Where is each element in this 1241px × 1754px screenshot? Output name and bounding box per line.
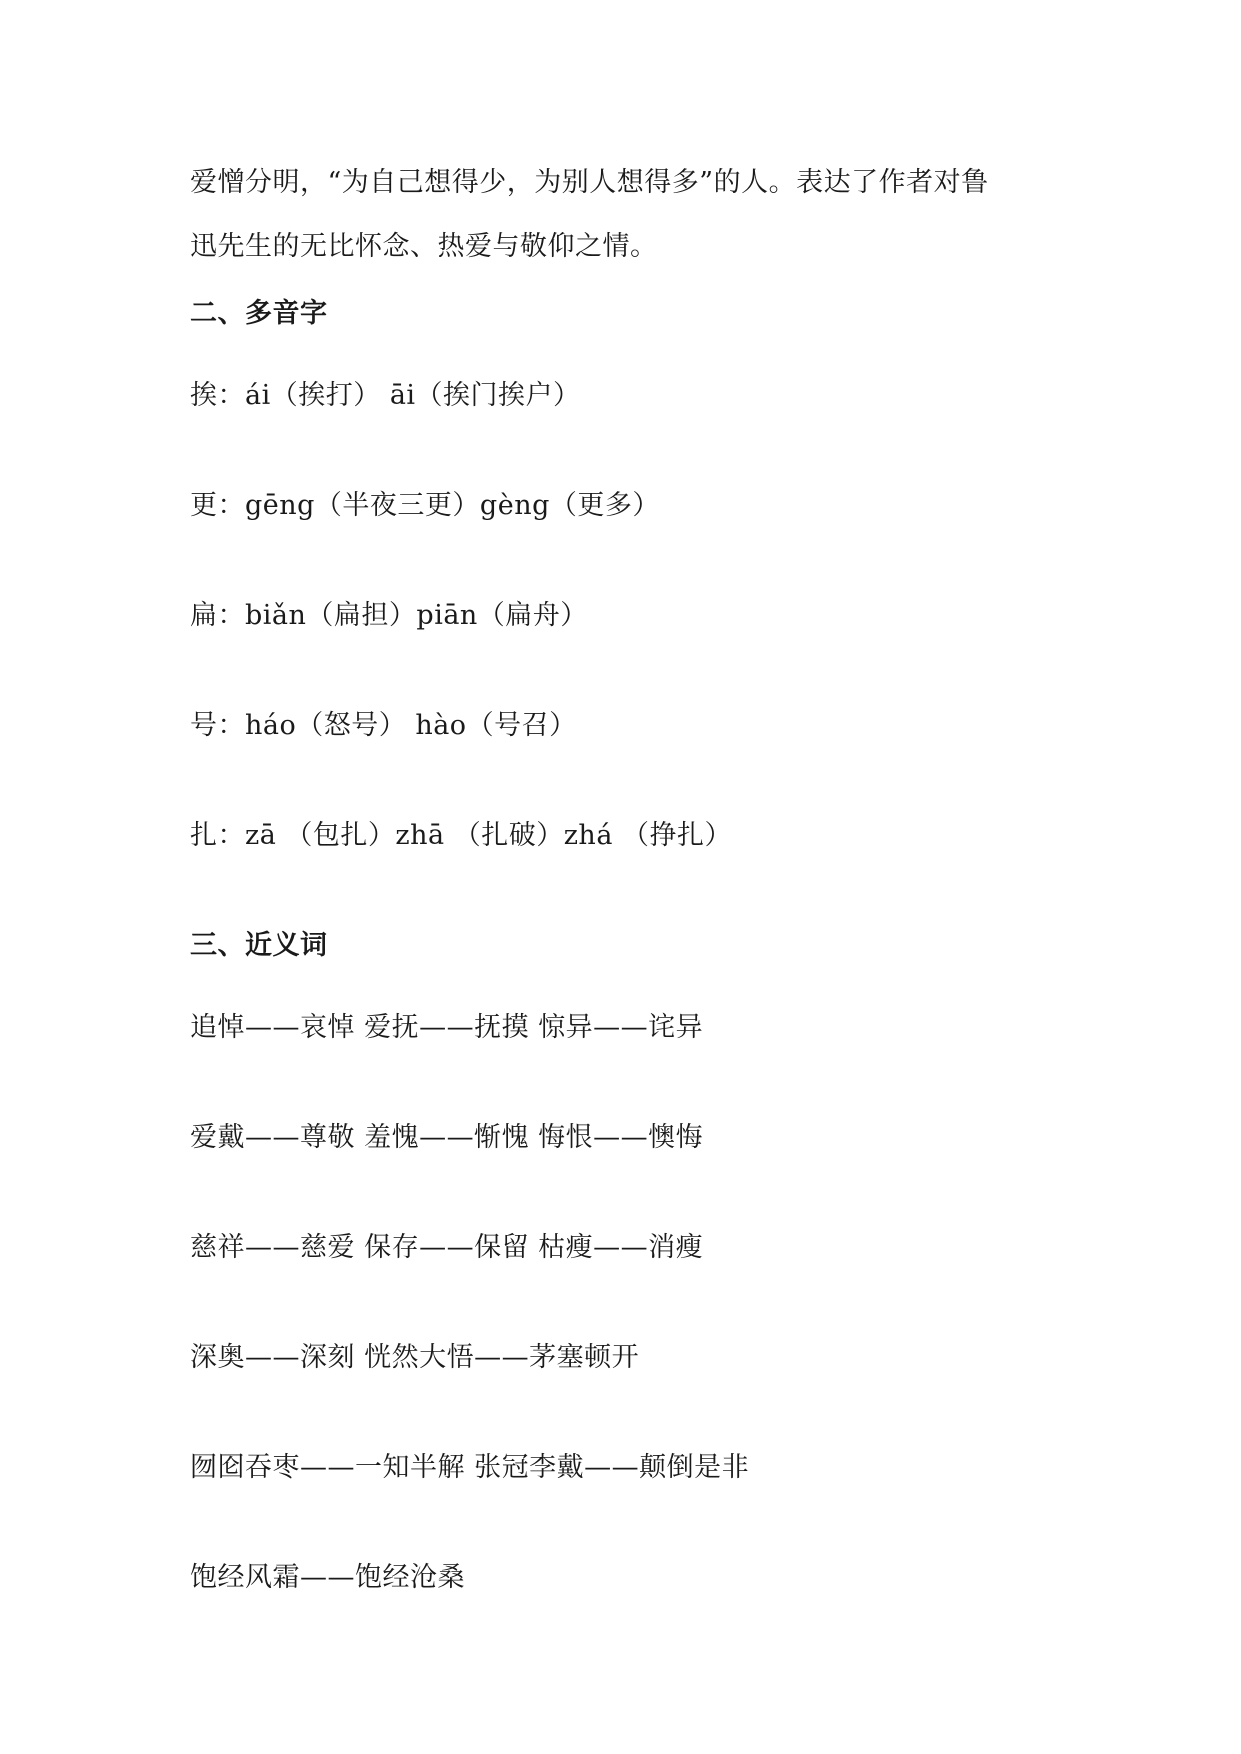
synonym-item: 囫囵吞枣——一知半解 张冠李戴——颠倒是非 xyxy=(190,1452,750,1483)
intro-line-1: 爱憎分明，“为自己想得少，为别人想得多”的人。表达了作者对鲁 xyxy=(190,167,989,198)
intro-line-2: 迅先生的无比怀念、热爱与敬仰之情。 xyxy=(190,231,658,262)
polyphone-item: 扁：biǎn（扁担）piān（扁舟） xyxy=(190,600,588,631)
polyphone-item: 扎：zā （包扎）zhā （扎破）zhá （挣扎） xyxy=(190,820,732,851)
polyphone-item: 号：háo（怒号） hào（号召） xyxy=(190,710,577,741)
synonym-item: 爱戴——尊敬 羞愧——惭愧 悔恨——懊悔 xyxy=(190,1122,704,1153)
synonym-item: 追悼——哀悼 爱抚——抚摸 惊异——诧异 xyxy=(190,1012,704,1043)
synonym-item: 饱经风霜——饱经沧桑 xyxy=(190,1562,465,1593)
polyphones-heading: 二、多音字 xyxy=(190,298,328,329)
polyphone-item: 挨：ái（挨打） āi（挨门挨户） xyxy=(190,380,581,411)
synonym-item: 深奥——深刻 恍然大悟——茅塞顿开 xyxy=(190,1342,640,1373)
synonym-item: 慈祥——慈爱 保存——保留 枯瘦——消瘦 xyxy=(190,1232,704,1263)
polyphone-item: 更：gēng（半夜三更）gèng（更多） xyxy=(190,490,660,521)
synonyms-heading: 三、近义词 xyxy=(190,930,328,961)
